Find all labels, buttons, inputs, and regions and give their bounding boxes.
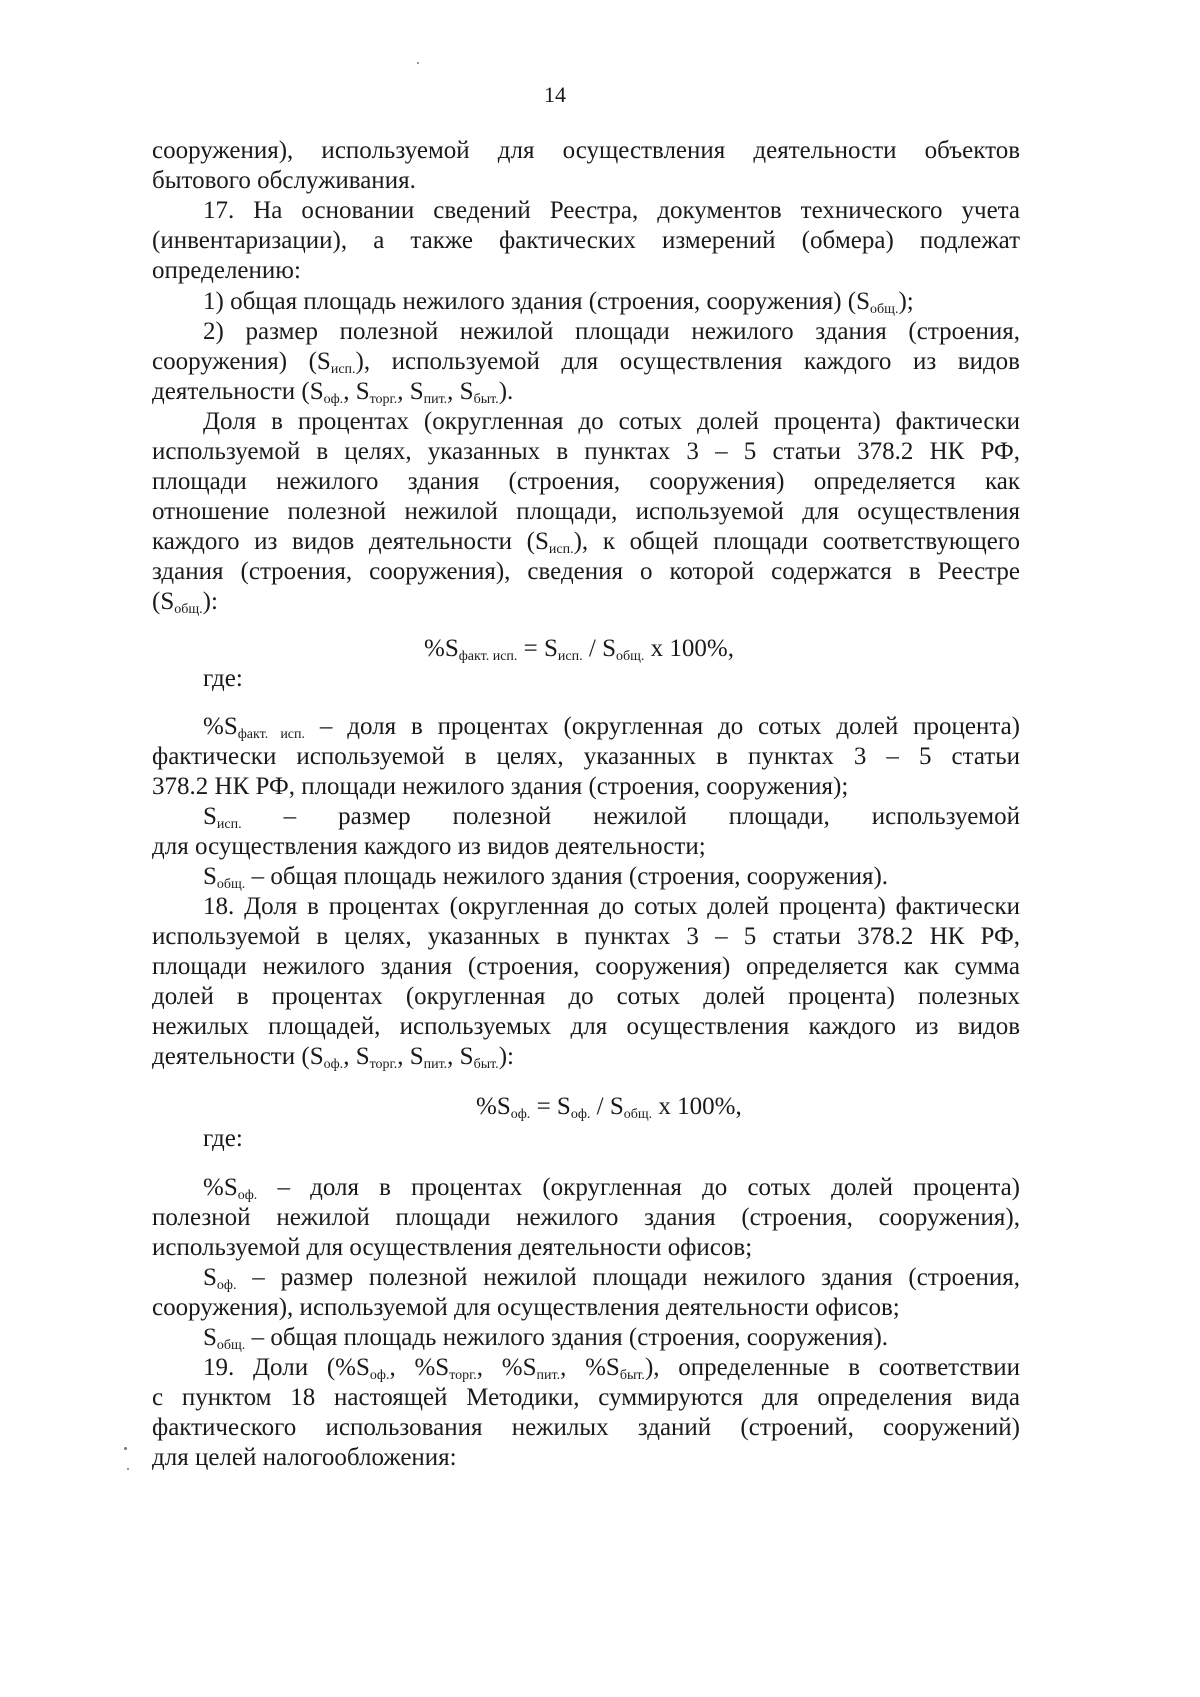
text-line: 2) размер полезной нежилой площади нежилого здания (строения, [203, 318, 1020, 345]
text-line: отношение полезной нежилой площади, используемой для осуществления [152, 498, 1020, 525]
text-line: для целей налогообложения: [152, 1444, 457, 1471]
text-line: сооружения) $(S_{исп.})$, используемой для осуществления каждого из видов [152, 348, 1020, 377]
text-line: используемой для осуществления деятельности офисов; [152, 1234, 753, 1261]
text-line: $(S_{общ.})$: [152, 588, 218, 617]
where-label: где: [203, 1125, 243, 1152]
text-line: (инвентаризации), а также фактических измерений (обмера) подлежат [152, 227, 1020, 254]
text-line: нежилых площадей, используемых для осуществления каждого из видов [152, 1013, 1020, 1040]
text-line: 19. Доли ($\%S_{оф.}$, $\%S_{торг.}$, $\%S_{пит.}$, $\%S_{быт.}$), определенные в соответствии [203, 1354, 1020, 1383]
text-line: 1) общая площадь нежилого здания (строения, сооружения) $(S_{общ.})$; [203, 288, 914, 317]
text-line: площади нежилого здания (строения, сооружения) определяется как сумма [152, 953, 1020, 980]
text-line: деятельности ($S_{оф.}$, $S_{торг.}$, $S_{пит.}$, $S_{быт.}$). [152, 378, 514, 407]
text-line: площади нежилого здания (строения, сооружения) определяется как [152, 468, 1020, 495]
text-line: 378.2 НК РФ, площади нежилого здания (строения, сооружения); [152, 773, 849, 800]
text-line: 17. На основании сведений Реестра, документов технического учета [203, 197, 1020, 224]
text-line: сооружения), используемой для осуществления деятельности объектов [152, 137, 1020, 164]
text-line: используемой в целях, указанных в пунктах 3 – 5 статьи 378.2 НК РФ, [152, 438, 1020, 465]
text-line: $S_{исп.}$ – размер полезной нежилой площади, используемой [203, 803, 1020, 832]
formula: $\%S_{оф.} = S_{оф.} / S_{общ.}$ x 100%, [476, 1093, 742, 1122]
formula: $\%S_{факт. исп.} = S_{исп.} / S_{общ.}$ x 100%, [424, 635, 734, 664]
text-line: здания (строения, сооружения), сведения о которой содержатся в Реестре [152, 558, 1020, 585]
text-line: с пунктом 18 настоящей Методики, суммируются для определения вида [152, 1384, 1020, 1411]
text-line: для осуществления каждого из видов деятельности; [152, 833, 706, 860]
text-line: $S_{общ.}$ – общая площадь нежилого здания (строения, сооружения). [203, 863, 889, 892]
text-line: определению: [152, 257, 301, 284]
text-line: $\%S_{оф.}$ – доля в процентах (округленная до сотых долей процента) [203, 1174, 1020, 1203]
text-line: $S_{общ.}$ – общая площадь нежилого здания (строения, сооружения). [203, 1324, 889, 1353]
text-line: каждого из видов деятельности $(S_{исп.})$, к общей площади соответствующего [152, 528, 1020, 557]
text-line: 18. Доля в процентах (округленная до сотых долей процента) фактически [203, 893, 1020, 920]
scan-speck [417, 62, 419, 64]
text-line: полезной нежилой площади нежилого здания (строения, сооружения), [152, 1204, 1020, 1231]
text-line: деятельности ($S_{оф.}$, $S_{торг.}$, $S_{пит.}$, $S_{быт.}$): [152, 1043, 514, 1072]
text-line: фактического использования нежилых зданий (строений, сооружений) [152, 1414, 1020, 1441]
text-line: Доля в процентах (округленная до сотых долей процента) фактически [203, 408, 1020, 435]
scan-speck [127, 1468, 129, 1470]
page-number: 14 [544, 82, 566, 107]
text-line: $S_{оф.}$ – размер полезной нежилой площади нежилого здания (строения, [203, 1264, 1020, 1293]
text-line: $\%S_{факт. исп.}$ – доля в процентах (округленная до сотых долей процента) [203, 713, 1020, 742]
text-line: долей в процентах (округленная до сотых долей процента) полезных [152, 983, 1020, 1010]
where-label: где: [203, 665, 243, 692]
text-line: бытового обслуживания. [152, 167, 416, 194]
scan-speck [124, 1447, 127, 1450]
text-line: сооружения), используемой для осуществления деятельности офисов; [152, 1294, 900, 1321]
text-line: фактически используемой в целях, указанных в пунктах 3 – 5 статьи [152, 743, 1020, 770]
text-line: используемой в целях, указанных в пунктах 3 – 5 статьи 378.2 НК РФ, [152, 923, 1020, 950]
